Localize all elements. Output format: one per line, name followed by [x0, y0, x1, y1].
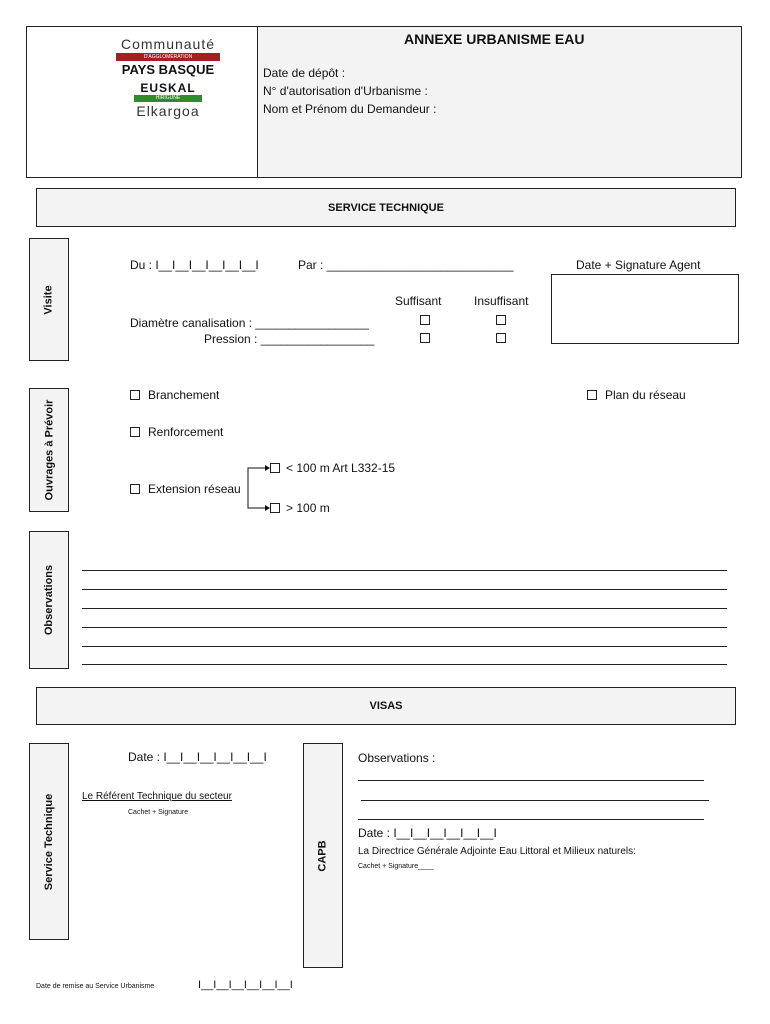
logo-hirigune-band: HIRIGUNE [134, 95, 202, 102]
pression-field: Pression : _________________ [204, 332, 375, 346]
referent-label: Le Référent Technique du secteur [82, 791, 232, 802]
observation-line-5[interactable] [82, 646, 727, 647]
extension-label: Extension réseau [148, 482, 241, 496]
logo-agglo-band: D'AGGLOMÉRATION [116, 53, 220, 61]
service-technique-label-box [29, 743, 69, 940]
plus-100-label: > 100 m [286, 501, 330, 515]
insuffisant-header: Insuffisant [474, 294, 529, 308]
branchement-checkbox[interactable] [130, 390, 140, 400]
service-technique-date: Date : I__I__I__I__I__I__I [128, 750, 267, 764]
extension-branch-arrows [240, 460, 270, 516]
diametre-field: Diamètre canalisation : _________________ [130, 316, 369, 330]
pression-suffisant-checkbox[interactable] [420, 333, 430, 343]
capb-date: Date : I__I__I__I__I__I__I [358, 826, 497, 840]
date-signature-agent-label: Date + Signature Agent [576, 258, 701, 272]
visite-label-box [29, 238, 69, 361]
logo [106, 36, 230, 132]
branchement-label: Branchement [148, 388, 220, 402]
observation-line-4[interactable] [82, 627, 727, 628]
moins-100-checkbox[interactable] [270, 463, 280, 473]
capb-observations-label: Observations : [358, 751, 436, 765]
observation-line-1[interactable] [82, 570, 727, 571]
ouvrages-label-box [29, 388, 69, 512]
observations-label-box [29, 531, 69, 669]
extension-checkbox[interactable] [130, 484, 140, 494]
directrice-label: La Directrice Générale Adjointe Eau Littoral et Milieux naturels: [358, 846, 636, 857]
logo-elkargoa: Elkargoa [136, 103, 200, 119]
date-depot-label: Date de dépôt : [263, 66, 346, 80]
capb-observation-line-1[interactable] [358, 780, 704, 781]
capb-label-box [303, 743, 343, 968]
diametre-insuffisant-checkbox[interactable] [496, 315, 506, 325]
service-technique-title: SERVICE TECHNIQUE [328, 202, 444, 214]
capb-observation-line-2[interactable] [361, 800, 709, 801]
suffisant-header: Suffisant [395, 294, 442, 308]
observation-line-2[interactable] [82, 589, 727, 590]
plan-reseau-checkbox[interactable] [587, 390, 597, 400]
observation-line-3[interactable] [82, 608, 727, 609]
pression-insuffisant-checkbox[interactable] [496, 333, 506, 343]
capb-observation-line-3[interactable] [358, 819, 704, 820]
renforcement-label: Renforcement [148, 425, 224, 439]
demandeur-label: Nom et Prénom du Demandeur : [263, 102, 437, 116]
remise-urbanisme-label: Date de remise au Service Urbanisme [36, 983, 155, 990]
visite-par: Par : ____________________________ [298, 258, 514, 272]
ouvrages-label: Ouvrages à Prévoir [43, 399, 56, 501]
observations-label: Observations [43, 564, 55, 636]
diametre-suffisant-checkbox[interactable] [420, 315, 430, 325]
visite-label: Visite [43, 284, 55, 315]
signature-agent-box[interactable] [551, 274, 739, 344]
page-title: ANNEXE URBANISME EAU [404, 31, 585, 47]
renforcement-checkbox[interactable] [130, 427, 140, 437]
referent-cachet: Cachet + Signature [128, 809, 189, 816]
observation-line-6[interactable] [82, 664, 727, 665]
plus-100-checkbox[interactable] [270, 503, 280, 513]
visas-title: VISAS [369, 700, 403, 712]
capb-cachet: Cachet + Signature____ [358, 863, 434, 870]
logo-pays-basque: PAYS BASQUE [121, 62, 215, 77]
plan-reseau-label: Plan du réseau [605, 388, 686, 402]
capb-label: CAPB [316, 839, 329, 872]
autorisation-label: N° d'autorisation d'Urbanisme : [263, 84, 428, 98]
moins-100-label: < 100 m Art L332-15 [286, 461, 396, 475]
logo-euskal: EUSKAL [140, 81, 196, 95]
service-technique-visa-label: Service Technique [43, 793, 56, 890]
visite-du: Du : I__I__I__I__I__I__I [130, 258, 259, 272]
remise-urbanisme-date: I__I__I__I__I__I__I [198, 979, 293, 991]
logo-communaute: Communauté [120, 36, 216, 52]
